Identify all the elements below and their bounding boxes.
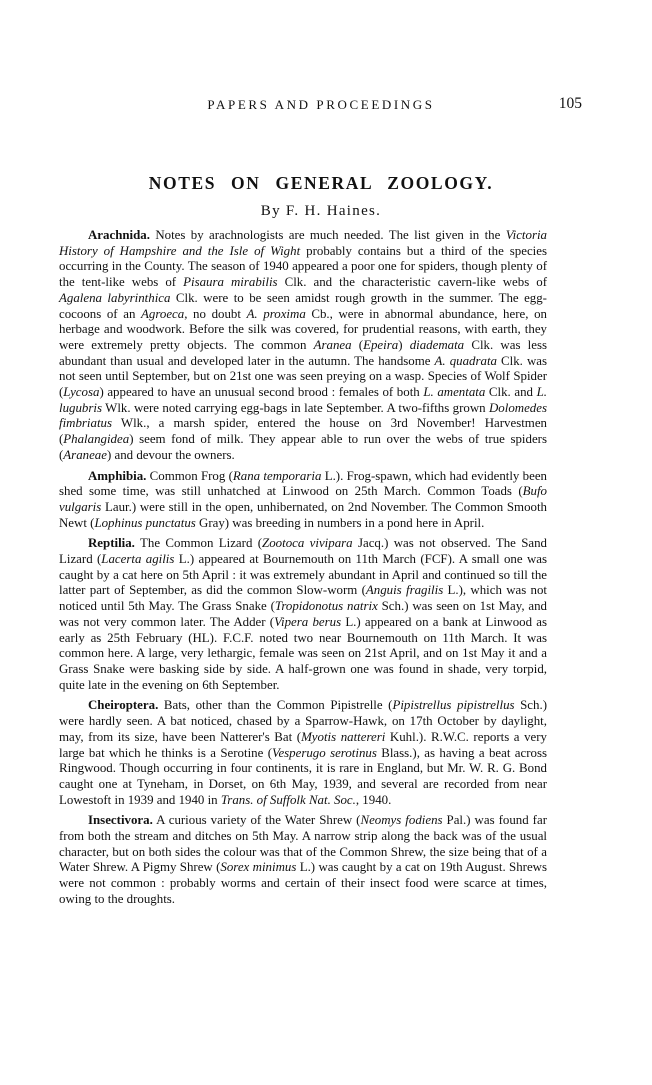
italic-term: Agroeca <box>141 306 185 321</box>
section-heading: Reptilia. <box>88 536 135 551</box>
text-run: L.) appeared on a bank at Linwood as early as 25th February (HL). F.C.F. noted two near Bournemouth on 11th March. It was common here. A large, very lethargic, female was seen on 21st April, and on 1st May it and a Grass Snake were basking side by side. A half-grown one was found in shade, very torpid, quite late in the evening on 6th September. <box>59 614 548 692</box>
text-run: Cb., were in abnormal abundance, here, on herbage and woodwork. Before the silk was covered, for prudential reasons, with earth, they were extremely pretty objects. The common <box>59 306 547 352</box>
text-run: Wlk., a marsh spider, entered the house on 3rd November! Harvestmen ( <box>59 416 547 447</box>
text-run: Sch.) was seen on 1st May, and was not very common later. The Adder ( <box>59 599 547 629</box>
italic-term: Bufo vulgaris <box>59 484 547 514</box>
text-run: ) and devour the owners. <box>106 447 235 462</box>
text-run: Clk. was not seen until September, but on 21st one was seen preying on a wasp. Species of Wolf Spider ( <box>59 353 548 400</box>
italic-term: Agalena labyrinthica <box>59 290 171 305</box>
italic-term: Vipera berus <box>274 614 342 629</box>
italic-term: Araneae <box>63 447 107 462</box>
italic-term: Vesperugo serotinus <box>272 745 377 760</box>
text-run: , no doubt <box>184 306 247 321</box>
italic-term: Neomys fodiens <box>360 813 443 828</box>
text-run: L.) appeared at Bournemouth on 11th March (FCF). A small one was caught by a cat here on 5th April : it was extremely abundant in April and continued so till the latter part of September, as did the common Slow-worm ( <box>59 552 548 598</box>
text-run: Clk. and <box>485 385 537 400</box>
italic-term: Pisaura mirabilis <box>183 275 278 290</box>
italic-term: Trans. of Suffolk Nat. Soc. <box>220 792 356 807</box>
italic-term: L. amentata <box>423 385 486 400</box>
text-run: probably contains but a third of the species occurring in the County. The season of 1940 appeared a poor one for spiders, though plenty of the tent-like webs of <box>59 243 548 290</box>
italic-term: Epeira <box>363 337 399 352</box>
text-run: ( <box>351 337 364 352</box>
text-run: L.) was caught by a cat on 19th August. Shrews were not common : probably worms and certain of their insect food were scarce at times, owing to the droughts. <box>59 860 547 906</box>
italic-term: Lacerta agilis <box>101 552 175 567</box>
section-paragraph <box>59 469 547 532</box>
text-run: Bats, other than the Common Pipistrelle ( <box>158 698 393 713</box>
text-run: Pal.) was found far from both the stream and ditches on 5th May. A narrow strip along the back was of the usual character, but on both sides the colour was that of the Common Shrew, the size being that of a Water Shrew. A Pigmy Shrew ( <box>59 813 547 875</box>
section-paragraph <box>59 698 547 808</box>
text-run: L.). Frog-spawn, which had evidently been shed some time, was still unhatched at Linwood on 25th March. Common Toads ( <box>59 468 547 499</box>
italic-term: A. proxima <box>246 306 306 321</box>
text-run: Jacq.) was not observed. The Sand Lizard ( <box>59 536 547 567</box>
text-run: ) seem fond of milk. They appear able to run over the webs of true spiders ( <box>59 432 547 462</box>
page-number: 105 <box>558 95 582 112</box>
text-run: ) appeared to have an unusual second brood : females of both <box>99 385 424 400</box>
italic-term: diademata <box>409 337 465 352</box>
text-run: L.), which was not noticed until 5th May. The Grass Snake ( <box>59 583 548 614</box>
running-header <box>60 95 582 115</box>
text-run: Clk. were to be seen amidst rough growth in the summer. The egg-cocoons of an <box>59 290 547 321</box>
italic-term: A. quadrata <box>434 353 497 368</box>
italic-term: Dolomedes fimbriatus <box>59 400 547 431</box>
italic-term: Rana temporaria <box>232 468 322 483</box>
running-title: PAPERS AND PROCEEDINGS <box>207 97 435 112</box>
italic-term: Myotis nattereri <box>301 729 386 744</box>
italic-term: Lycosa <box>63 385 100 400</box>
italic-term: Sorex minimus <box>220 860 297 875</box>
italic-term: Pipistrellus pipistrellus <box>392 698 515 713</box>
section-heading: Arachnida. <box>88 228 150 242</box>
italic-term: Tropidonotus natrix <box>274 599 378 614</box>
text-run: ) <box>398 337 410 352</box>
section-paragraph <box>59 228 547 464</box>
italic-term: Victoria History of Hampshire and the Isle of Wight <box>59 228 547 258</box>
italic-term: Anguis fragilis <box>365 583 444 598</box>
text-run: Common Frog ( <box>146 468 233 483</box>
section-paragraph <box>59 536 547 693</box>
text-run: Notes by arachnologists are much needed. The list given in the <box>149 228 506 242</box>
text-run: Kuhl.). R.W.C. reports a very large bat which he thinks is a Serotine ( <box>59 729 547 760</box>
italic-term: Phalangidea <box>63 432 130 447</box>
text-run: The Common Lizard ( <box>134 536 263 551</box>
section-heading: Insectivora. <box>88 813 153 828</box>
section-heading: Cheiroptera. <box>88 698 159 713</box>
text-run: Laur.) were still in the open, unhibernated, on 2nd November. The Common Smooth Newt ( <box>59 499 547 530</box>
italic-term: L. lugubris <box>59 385 547 415</box>
italic-term: Lophinus punctatus <box>94 515 196 530</box>
italic-term: Zootoca vivipara <box>262 536 353 551</box>
section-paragraph <box>59 813 547 907</box>
italic-term: Aranea <box>313 337 352 352</box>
text-run: Wlk. were noted carrying egg-bags in late September. A two-fifths grown <box>101 400 489 415</box>
text-run: , 1940. <box>355 792 392 807</box>
article-body <box>59 228 547 913</box>
text-run: A curious variety of the Water Shrew ( <box>152 813 361 828</box>
text-run: Clk. and the characteristic cavern-like webs of <box>277 275 548 290</box>
text-run: Sch.) were hardly seen. A bat noticed, chased by a Sparrow-Hawk, on 17th October by daylight, may, from its size, have been Natterer's Bat ( <box>59 698 547 744</box>
section-heading: Amphibia. <box>88 468 147 483</box>
text-run: Clk. was less abundant than usual and developed later in the autumn. The handsome <box>59 337 548 368</box>
text-run: Blass.), as having a beat across Ringwood. Though occurring in four continents, it is rare in England, but Mr. W. R. G. Bond caught one at Tyneham, in Dorset, on 6th May, 1939, and several are recorded from near Lowestoft in 1939 and 1940 in <box>59 745 547 807</box>
text-run: Gray) was breeding in numbers in a pond here in April. <box>195 515 485 530</box>
article-title: NOTES ON GENERAL ZOOLOGY. <box>148 173 494 193</box>
article-byline: By F. H. Haines. <box>260 203 382 219</box>
